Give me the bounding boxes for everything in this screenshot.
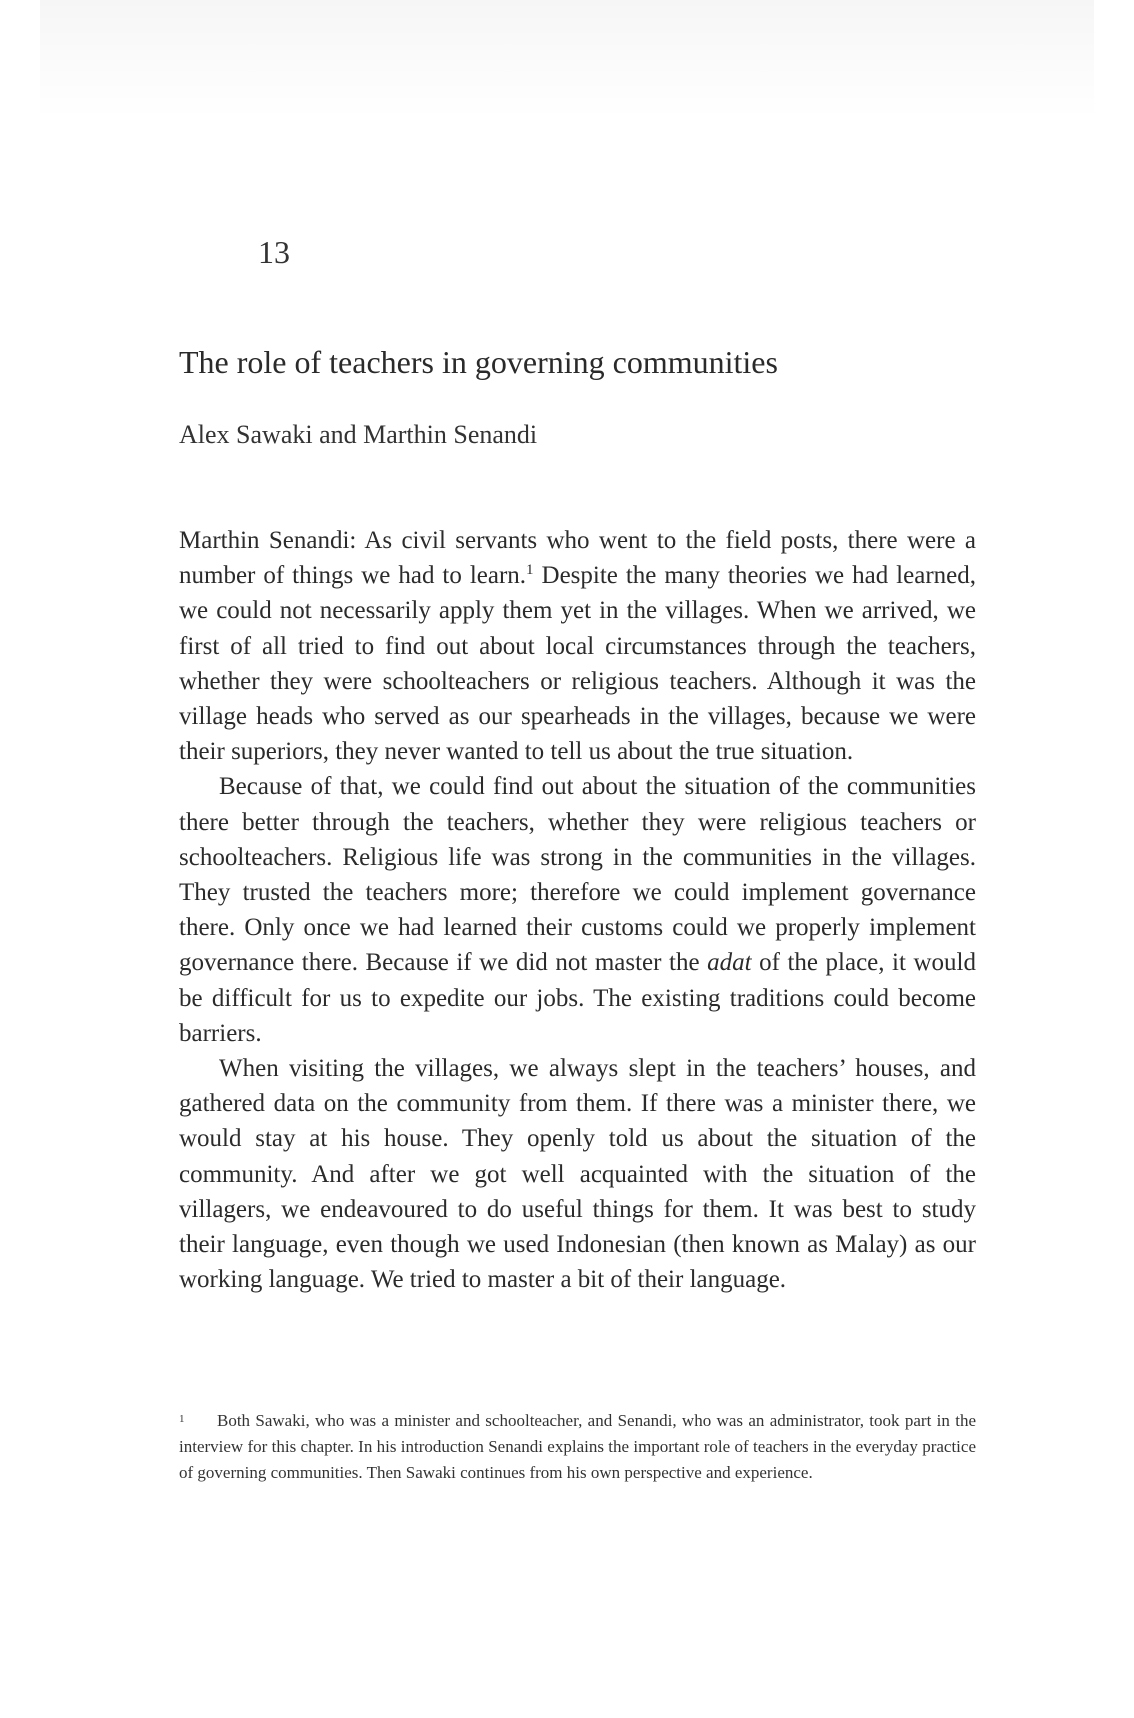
paragraph-1 bbox=[179, 523, 976, 769]
paragraph-2-text-a: Because of that, we could find out about the situation of the communities there better through the teachers, whether they were religious teachers or schoolteachers. Religious life was strong in the communities in the villages. They trusted the teachers more; therefore we could implement governance there. Only once we had learned their customs could we properly implement governance there. Because if we did not master the bbox=[179, 773, 976, 977]
chapter-authors: Alex Sawaki and Marthin Senandi bbox=[179, 420, 538, 449]
italic-term: adat bbox=[707, 949, 752, 977]
body-text bbox=[179, 523, 976, 1297]
paragraph-1-text-b: Despite the many theories we had learned, we could not necessarily apply them yet in the villages. When we arrived, we first of all tried to find out about local circumstances through the teachers, whether they were schoolteachers or religious teachers. Although it was the village heads who served as our spearheads in the villages, because we were their superiors, they never wanted to tell us about the true situation. bbox=[179, 562, 976, 766]
paragraph-2-text-b: of the place, it would be difficult for us to expedite our jobs. The existing traditions could become barriers. bbox=[179, 949, 976, 1047]
footnote-reference: 1 bbox=[526, 562, 534, 579]
footnote bbox=[179, 1406, 976, 1486]
scan-shadow bbox=[40, 0, 1094, 120]
footnote-text: Both Sawaki, who was a minister and schoolteacher, and Senandi, who was an administrator, took part in the interview for this chapter. In his introduction Senandi explains the important role of teachers in the everyday practice of governing communities. Then Sawaki continues from his own perspective and experience. bbox=[179, 1411, 976, 1482]
paragraph-1-text-a: Marthin Senandi: As civil servants who went to the field posts, there were a number of things we had to learn. bbox=[179, 527, 976, 590]
chapter-title: The role of teachers in governing communities bbox=[179, 344, 778, 380]
chapter-number: 13 bbox=[258, 234, 290, 270]
paragraph-2 bbox=[179, 769, 976, 1051]
paragraph-3: When visiting the villages, we always slept in the teachers’ houses, and gathered data on the community from them. If there was a minister there, we would stay at his house. They openly told us about the situation of the community. And after we got well acquainted with the situation of the villagers, we endeavoured to do useful things for them. It was best to study their language, even though we used Indonesian (then known as Malay) as our working language. We tried to master a bit of their language. bbox=[179, 1055, 976, 1294]
footnote-mark: 1 bbox=[179, 1413, 185, 1425]
